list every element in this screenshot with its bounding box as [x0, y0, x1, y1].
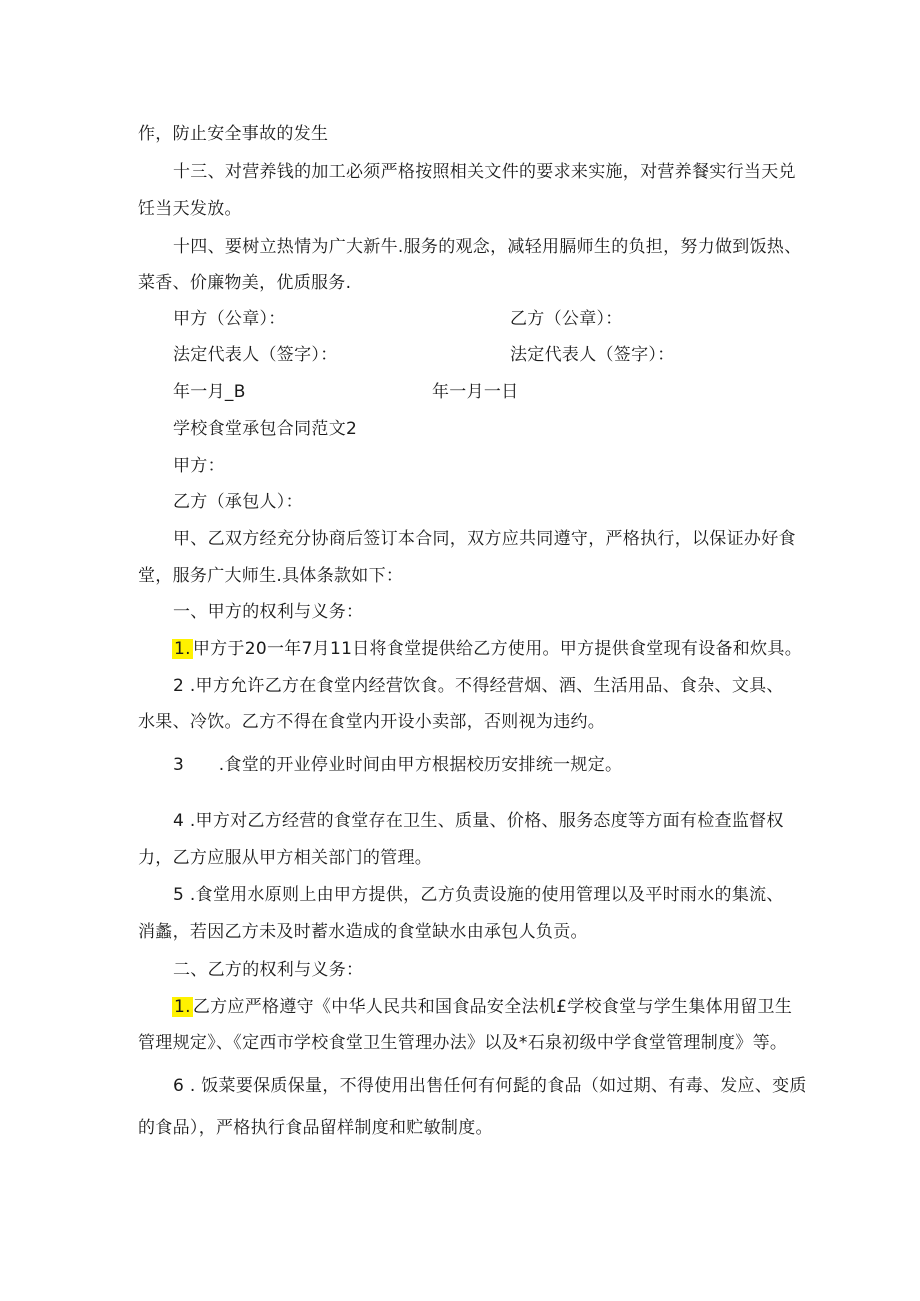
list-item-text: 乙方应严格遵守《中华人民共和国食品安全法机£学校食堂与学生集体用留卫生	[192, 997, 793, 1017]
clause-14: 十四、要树立热情为广大新牛.服务的观念，减轻用膈师生的负担，努力做到饭热、	[173, 237, 802, 257]
preamble: 甲、乙双方经充分协商后签订本合同，双方应共同遵守，严格执行，以保证办好食	[173, 529, 796, 549]
section-title: 学校食堂承包合同范文2	[173, 419, 358, 439]
heading-party-a-rights: 一、甲方的权利与义务：	[173, 602, 364, 622]
party-a-seal: 甲方（公章）：	[173, 309, 286, 329]
list-item: 6 . 饭菜要保质保量，不得使用出售任何有何髭的食品（如过期、有毒、发应、变质	[173, 1076, 807, 1096]
highlight-marker: 1.	[174, 639, 191, 659]
text-line: 管理规定》、《定西市学校食堂卫生管理办法》以及*石泉初级中学食堂管理制度》等。	[138, 1033, 788, 1053]
list-item: 5 .食堂用水原则上由甲方提供，乙方负责设施的使用管理以及平时雨水的集流、	[173, 885, 784, 905]
text-line: 饪当天发放。	[138, 199, 242, 219]
text-line: 的食品），严格执行食品留样制度和贮敏制度。	[138, 1118, 493, 1138]
date-a: 年一月_B	[173, 382, 246, 402]
text-line: 作，防止安全事故的发生	[138, 124, 329, 144]
party-b-seal: 乙方（公章）：	[510, 309, 623, 329]
text-line: 水果、冷饮。乙方不得在食堂内开设小卖部，否则视为违约。	[138, 712, 606, 732]
text-line: 力，乙方应服从甲方相关部门的管理。	[138, 848, 433, 868]
list-item: 4 .甲方对乙方经营的食堂存在卫生、质量、价格、服务态度等方面有检查监督权	[173, 811, 784, 831]
list-item: 2 .甲方允许乙方在食堂内经营饮食。不得经营烟、酒、生活用品、食杂、文具、	[173, 676, 784, 696]
text-line: 菜香、价廉物美，优质服务.	[138, 273, 352, 293]
list-item	[172, 637, 802, 661]
party-b-label: 乙方（承包人）：	[173, 492, 303, 512]
date-b: 年一月一日	[432, 382, 519, 402]
text-line: 消蠡，若因乙方未及时蓄水造成的食堂缺水由承包人负贡。	[138, 922, 588, 942]
heading-party-b-rights: 二、乙方的权利与义务：	[173, 960, 364, 980]
party-a-label: 甲方：	[173, 456, 225, 476]
party-a-representative: 法定代表人（签字）：	[173, 345, 338, 365]
clause-13: 十三、对营养钱的加工必须严格按照相关文件的要求来实施，对营养餐实行当天兑	[173, 162, 796, 182]
list-item	[172, 995, 792, 1019]
highlight-marker: 1.	[174, 997, 191, 1017]
text-line: 堂，服务广大师生.具体条款如下：	[138, 566, 404, 586]
list-item: 3 .食堂的开业停业时间由甲方根据校历安排统一规定。	[173, 755, 623, 775]
party-b-representative: 法定代表人（签字）：	[510, 345, 675, 365]
list-item-text: 甲方于20一年7月11日将食堂提供给乙方使用。甲方提供食堂现有设备和炊具。	[192, 639, 803, 659]
